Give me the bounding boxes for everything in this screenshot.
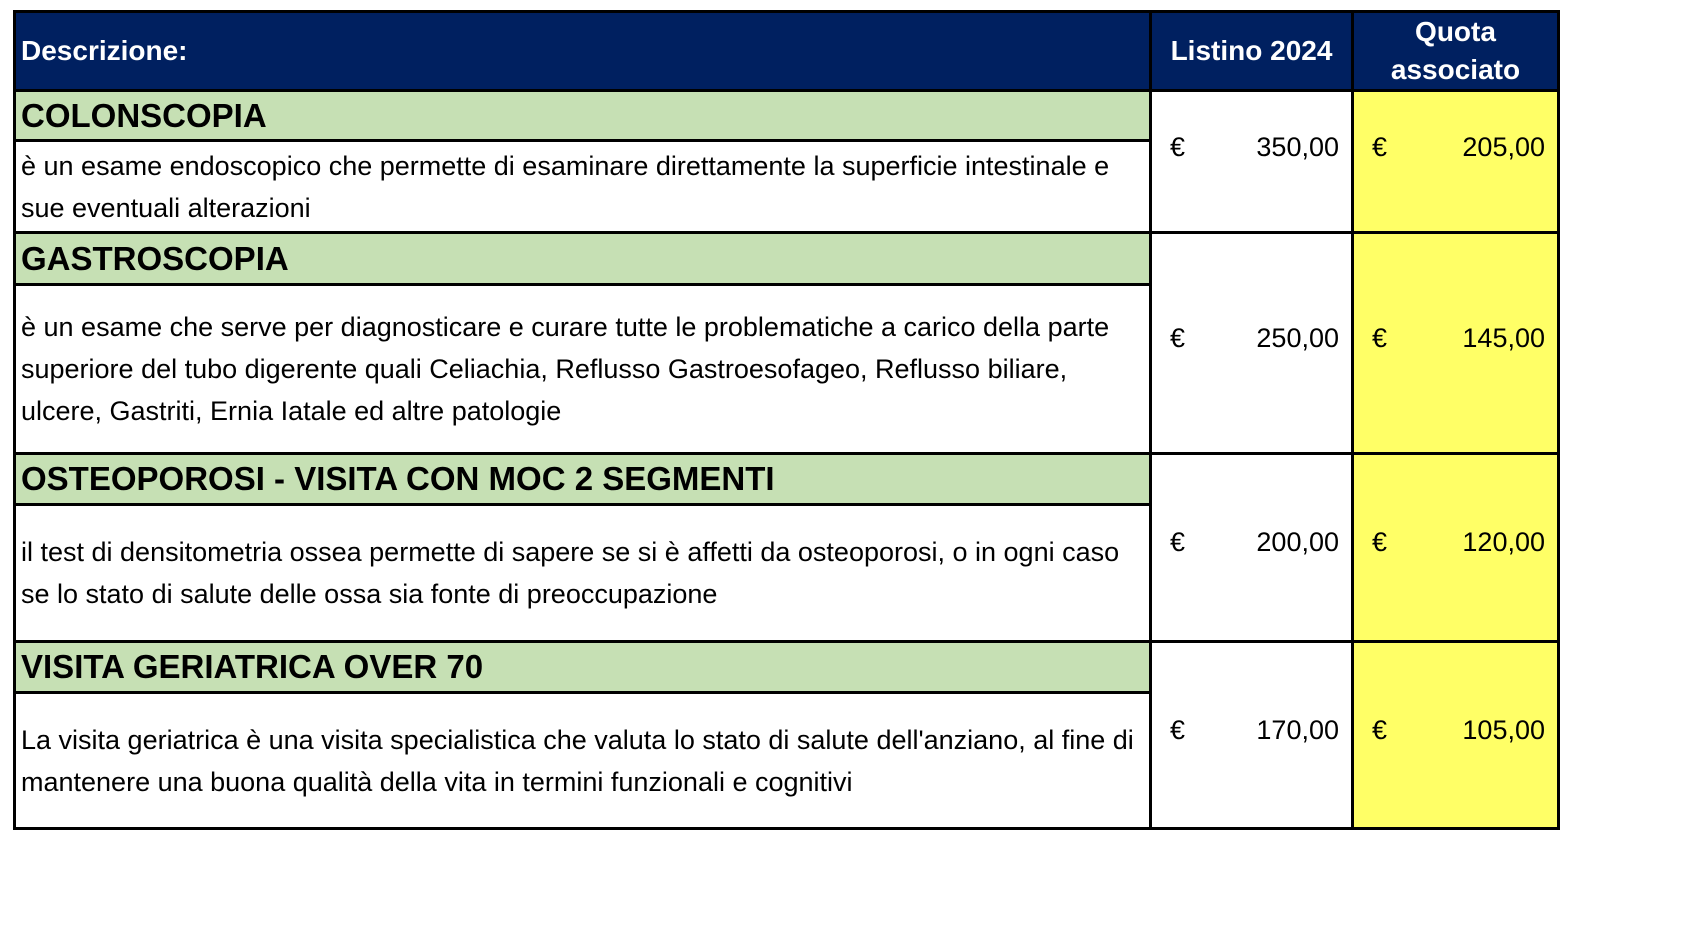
list-price-amount	[1152, 715, 1351, 746]
item-title: OSTEOPOROSI - VISITA CON MOC 2 SEGMENTI	[15, 454, 1151, 505]
member-fee-amount	[1354, 132, 1557, 163]
item-title-row	[15, 91, 1559, 141]
member-fee-cell	[1353, 454, 1559, 642]
currency-symbol: €	[1372, 527, 1388, 557]
member-fee-cell	[1353, 233, 1559, 454]
member-fee-value: 205,00	[1462, 132, 1545, 162]
member-fee-cell	[1353, 642, 1559, 829]
list-price-amount	[1152, 527, 1351, 558]
header-member-fee	[1353, 12, 1559, 91]
item-title: COLONSCOPIA	[15, 91, 1151, 141]
header-list-price: Listino 2024	[1151, 12, 1353, 91]
list-price-cell	[1151, 454, 1353, 642]
list-price-cell	[1151, 642, 1353, 829]
price-list-table	[13, 10, 1560, 830]
item-title-row	[15, 233, 1559, 285]
currency-symbol: €	[1170, 132, 1186, 162]
member-fee-value: 145,00	[1462, 322, 1545, 353]
member-fee-amount	[1354, 527, 1557, 558]
list-price-value: 170,00	[1256, 714, 1339, 745]
list-price-cell	[1151, 233, 1353, 454]
currency-symbol: €	[1372, 714, 1388, 745]
currency-symbol: €	[1170, 714, 1186, 745]
member-fee-value: 120,00	[1462, 527, 1545, 557]
header-row	[15, 12, 1559, 91]
list-price-value: 200,00	[1256, 527, 1339, 557]
list-price-amount	[1152, 132, 1351, 163]
list-price-amount	[1152, 323, 1351, 354]
member-fee-amount	[1354, 323, 1557, 354]
price-list-sheet	[13, 10, 1560, 830]
currency-symbol: €	[1372, 322, 1388, 353]
list-price-value: 350,00	[1256, 132, 1339, 162]
header-description: Descrizione:	[15, 12, 1151, 91]
item-title-row	[15, 642, 1559, 693]
currency-symbol: €	[1170, 322, 1186, 353]
currency-symbol: €	[1372, 132, 1388, 162]
member-fee-cell	[1353, 91, 1559, 233]
list-price-value: 250,00	[1256, 322, 1339, 353]
item-title: VISITA GERIATRICA OVER 70	[15, 642, 1151, 693]
list-price-cell	[1151, 91, 1353, 233]
member-fee-value: 105,00	[1462, 714, 1545, 745]
item-title-row	[15, 454, 1559, 505]
item-description: La visita geriatrica è una visita specialistica che valuta lo stato di salute dell'anziano, al fine di mantenere una buona qualità della vita in termini funzionali e cognitivi	[15, 693, 1151, 829]
item-description: è un esame che serve per diagnosticare e curare tutte le problematiche a carico della parte superiore del tubo digerente quali Celiachia, Reflusso Gastroesofageo, Reflusso biliare, ulcere, Gastriti, Ernia Iatale ed altre patologie	[15, 285, 1151, 454]
item-description: è un esame endoscopico che permette di esaminare direttamente la superficie intestinale e sue eventuali alterazioni	[15, 141, 1151, 233]
item-title: GASTROSCOPIA	[15, 233, 1151, 285]
header-member-fee-line1: Quota	[1415, 16, 1496, 47]
item-description: il test di densitometria ossea permette di sapere se si è affetti da osteoporosi, o in ogni caso se lo stato di salute delle ossa sia fonte di preoccupazione	[15, 505, 1151, 642]
header-member-fee-line2: associato	[1390, 54, 1521, 85]
currency-symbol: €	[1170, 527, 1186, 557]
member-fee-amount	[1354, 715, 1557, 746]
